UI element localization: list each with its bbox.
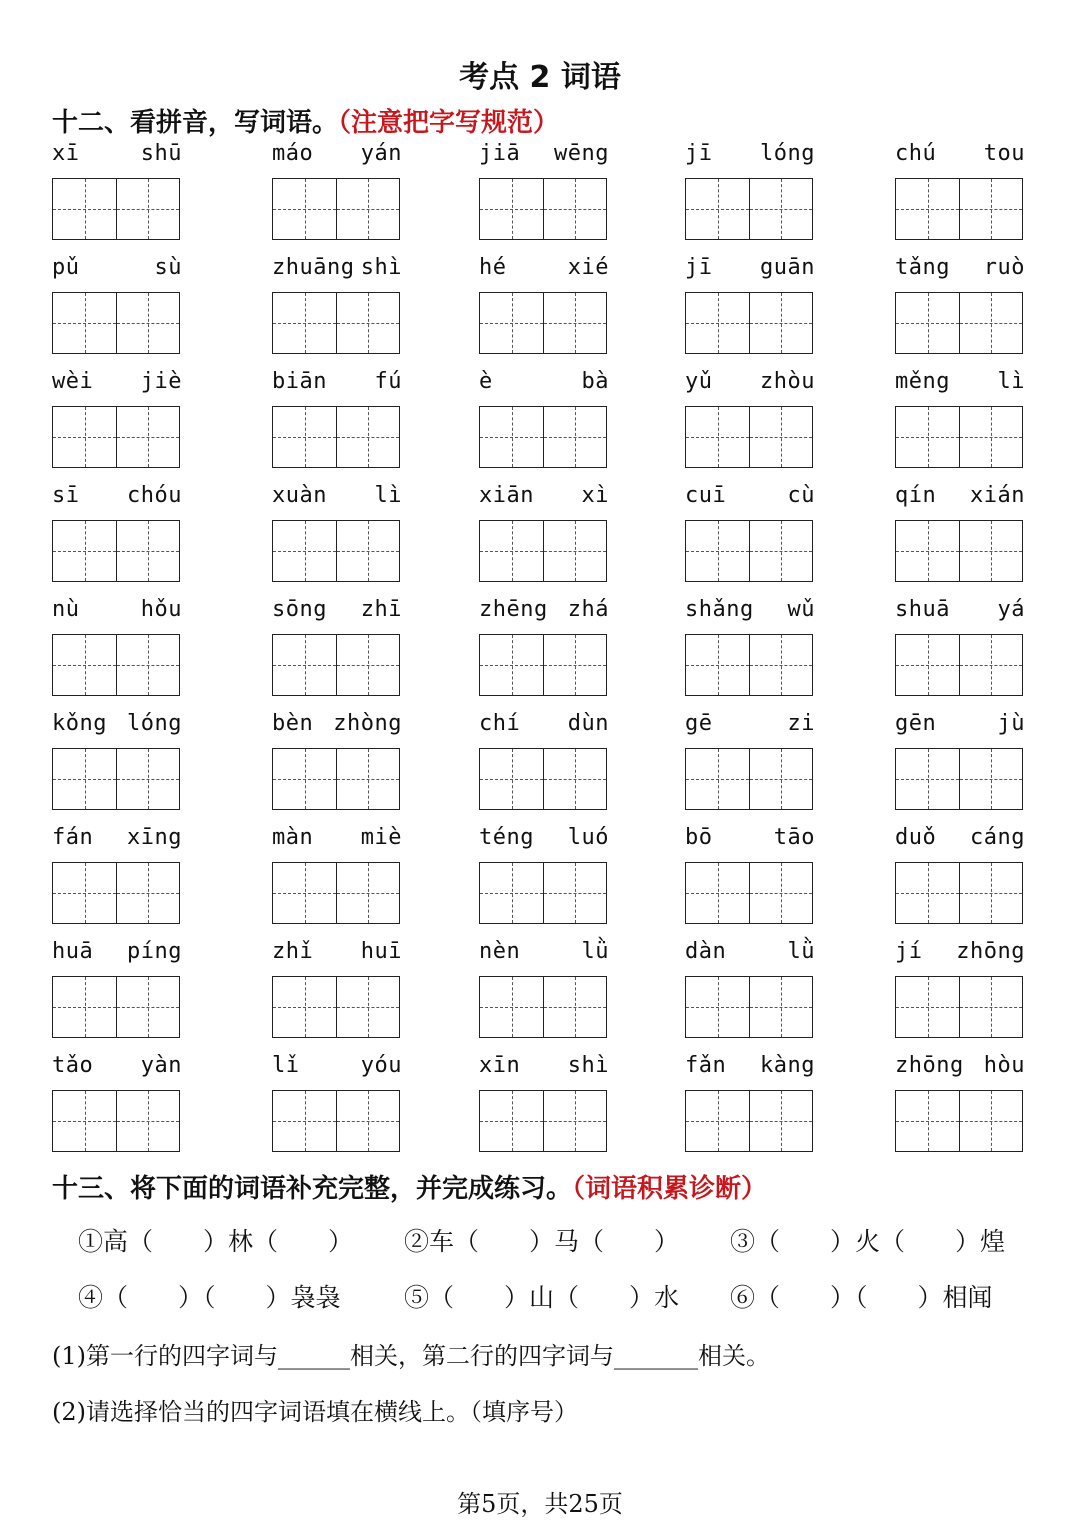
pinyin-syllable: hé <box>479 255 507 280</box>
fill-item[interactable]: ③（ ）火（ ）煌 <box>730 1227 1006 1256</box>
page-footer: 第5页，共25页 <box>457 1490 623 1518</box>
pinyin-syllable: tāo <box>773 825 815 850</box>
character-square[interactable] <box>749 635 812 695</box>
character-square[interactable] <box>896 293 959 353</box>
writing-box[interactable] <box>895 634 1023 696</box>
character-square[interactable] <box>896 521 959 581</box>
writing-box[interactable] <box>52 178 180 240</box>
writing-box[interactable] <box>685 178 813 240</box>
pinyin-syllable: jī <box>685 141 713 166</box>
character-square[interactable] <box>53 977 116 1037</box>
character-square[interactable] <box>53 635 116 695</box>
character-square[interactable] <box>116 977 179 1037</box>
character-square[interactable] <box>749 293 812 353</box>
character-square[interactable] <box>686 1091 749 1151</box>
pinyin-syllable: nèn <box>479 939 521 964</box>
character-square[interactable] <box>480 1091 543 1151</box>
character-square[interactable] <box>543 749 606 809</box>
pinyin-syllable: máo <box>272 141 314 166</box>
character-square[interactable] <box>53 521 116 581</box>
pinyin-syllable: huī <box>360 939 402 964</box>
character-square[interactable] <box>959 1091 1022 1151</box>
pinyin-syllable: lǜ <box>787 939 815 964</box>
pinyin-label <box>272 482 402 510</box>
pinyin-syllable: xīng <box>127 825 182 850</box>
writing-box[interactable] <box>479 862 607 924</box>
character-square[interactable] <box>336 635 399 695</box>
writing-box[interactable] <box>52 1090 180 1152</box>
pinyin-syllable: dùn <box>567 711 609 736</box>
pinyin-syllable: bō <box>685 825 713 850</box>
writing-box[interactable] <box>685 406 813 468</box>
pinyin-syllable: shì <box>360 255 402 280</box>
character-square[interactable] <box>959 407 1022 467</box>
writing-box[interactable] <box>685 292 813 354</box>
character-square[interactable] <box>480 863 543 923</box>
character-square[interactable] <box>273 1091 336 1151</box>
writing-box[interactable] <box>895 292 1023 354</box>
pinyin-syllable: bà <box>581 369 609 394</box>
character-square[interactable] <box>896 179 959 239</box>
question-2: (2)请选择恰当的四字词语填在横线上。（填序号） <box>52 1398 578 1426</box>
writing-box[interactable] <box>479 1090 607 1152</box>
character-square[interactable] <box>273 293 336 353</box>
pinyin-syllable: xuàn <box>272 483 327 508</box>
fill-item[interactable]: ①高（ ）林（ ） <box>78 1227 354 1256</box>
pinyin-syllable: guān <box>760 255 815 280</box>
writing-box[interactable] <box>272 862 400 924</box>
pinyin-syllable: wǔ <box>787 597 815 622</box>
pinyin-syllable: sōng <box>272 597 327 622</box>
character-square[interactable] <box>959 179 1022 239</box>
section-12-heading <box>52 102 559 139</box>
character-square[interactable] <box>543 179 606 239</box>
pinyin-syllable: zhǐ <box>272 939 314 964</box>
character-square[interactable] <box>896 407 959 467</box>
fill-item[interactable]: ②车（ ）马（ ） <box>404 1227 680 1256</box>
pinyin-label <box>272 710 402 738</box>
writing-box[interactable] <box>685 862 813 924</box>
character-square[interactable] <box>273 407 336 467</box>
writing-box[interactable] <box>895 862 1023 924</box>
pinyin-syllable: lǐ <box>272 1053 300 1078</box>
pinyin-label <box>272 938 402 966</box>
pinyin-syllable: tǎng <box>895 255 950 280</box>
character-square[interactable] <box>53 749 116 809</box>
pinyin-label <box>685 710 815 738</box>
pinyin-label <box>479 140 609 168</box>
pinyin-syllable: shū <box>140 141 182 166</box>
pinyin-syllable: téng <box>479 825 534 850</box>
writing-box[interactable] <box>685 1090 813 1152</box>
pinyin-label <box>272 140 402 168</box>
pinyin-syllable: pǔ <box>52 255 80 280</box>
writing-box[interactable] <box>272 634 400 696</box>
writing-box[interactable] <box>685 520 813 582</box>
fill-item[interactable]: ⑥（ ）（ ）相闻 <box>730 1283 993 1312</box>
character-square[interactable] <box>543 521 606 581</box>
character-square[interactable] <box>336 293 399 353</box>
writing-box[interactable] <box>895 1090 1023 1152</box>
pinyin-label <box>52 368 182 396</box>
character-square[interactable] <box>116 293 179 353</box>
pinyin-label <box>272 824 402 852</box>
page-title: 考点 2 词语 <box>459 60 621 95</box>
character-square[interactable] <box>749 749 812 809</box>
pinyin-label <box>479 254 609 282</box>
writing-box[interactable] <box>685 634 813 696</box>
character-square[interactable] <box>273 977 336 1037</box>
pinyin-syllable: xì <box>581 483 609 508</box>
pinyin-syllable: xián <box>970 483 1025 508</box>
writing-box[interactable] <box>52 976 180 1038</box>
writing-box[interactable] <box>272 406 400 468</box>
pinyin-label <box>479 938 609 966</box>
character-square[interactable] <box>116 635 179 695</box>
character-square[interactable] <box>480 977 543 1037</box>
pinyin-syllable: nù <box>52 597 80 622</box>
pinyin-syllable: yóu <box>360 1053 402 1078</box>
pinyin-syllable: chú <box>895 141 937 166</box>
pinyin-syllable: gē <box>685 711 713 736</box>
character-square[interactable] <box>896 863 959 923</box>
pinyin-syllable: shì <box>567 1053 609 1078</box>
pinyin-syllable: fán <box>52 825 94 850</box>
character-square[interactable] <box>116 521 179 581</box>
character-square[interactable] <box>53 1091 116 1151</box>
pinyin-label <box>52 710 182 738</box>
character-square[interactable] <box>116 407 179 467</box>
pinyin-label <box>52 596 182 624</box>
section-12-heading-text: 十二、看拼音，写词语。 <box>52 108 339 138</box>
character-square[interactable] <box>336 179 399 239</box>
character-square[interactable] <box>336 749 399 809</box>
character-square[interactable] <box>959 977 1022 1037</box>
pinyin-syllable: duǒ <box>895 825 937 850</box>
character-square[interactable] <box>543 407 606 467</box>
writing-box[interactable] <box>272 748 400 810</box>
pinyin-label <box>479 824 609 852</box>
pinyin-syllable: yá <box>997 597 1025 622</box>
character-square[interactable] <box>686 635 749 695</box>
pinyin-label <box>685 824 815 852</box>
writing-box[interactable] <box>479 406 607 468</box>
pinyin-syllable: cù <box>787 483 815 508</box>
character-square[interactable] <box>116 863 179 923</box>
character-square[interactable] <box>480 521 543 581</box>
character-square[interactable] <box>959 635 1022 695</box>
pinyin-syllable: fú <box>374 369 402 394</box>
pinyin-label <box>685 596 815 624</box>
character-square[interactable] <box>480 293 543 353</box>
pinyin-syllable: qín <box>895 483 937 508</box>
character-square[interactable] <box>686 179 749 239</box>
character-square[interactable] <box>896 749 959 809</box>
pinyin-label <box>685 140 815 168</box>
pinyin-syllable: shuā <box>895 597 950 622</box>
character-square[interactable] <box>336 407 399 467</box>
pinyin-label <box>479 596 609 624</box>
pinyin-label <box>895 1052 1025 1080</box>
pinyin-label <box>685 482 815 510</box>
pinyin-syllable: tou <box>983 141 1025 166</box>
writing-box[interactable] <box>479 976 607 1038</box>
pinyin-syllable: kàng <box>760 1053 815 1078</box>
section-13-heading-text: 十三、将下面的词语补充完整，并完成练习。 <box>52 1174 573 1204</box>
pinyin-label <box>895 938 1025 966</box>
pinyin-syllable: xīn <box>479 1053 521 1078</box>
pinyin-syllable: měng <box>895 369 950 394</box>
writing-box[interactable] <box>52 520 180 582</box>
pinyin-syllable: lì <box>997 369 1025 394</box>
character-square[interactable] <box>959 293 1022 353</box>
pinyin-syllable: zhá <box>567 597 609 622</box>
question-1: (1)第一行的四字词与______相关，第二行的四字词与_______相关。 <box>52 1342 770 1370</box>
pinyin-label <box>52 938 182 966</box>
character-square[interactable] <box>53 407 116 467</box>
writing-box[interactable] <box>52 634 180 696</box>
pinyin-label <box>52 824 182 852</box>
character-square[interactable] <box>686 863 749 923</box>
pinyin-syllable: lóng <box>127 711 182 736</box>
pinyin-syllable: wèi <box>52 369 94 394</box>
writing-box[interactable] <box>272 976 400 1038</box>
character-square[interactable] <box>336 521 399 581</box>
pinyin-syllable: chí <box>479 711 521 736</box>
character-square[interactable] <box>543 293 606 353</box>
character-square[interactable] <box>686 977 749 1037</box>
writing-box[interactable] <box>272 292 400 354</box>
character-square[interactable] <box>686 293 749 353</box>
pinyin-syllable: gēn <box>895 711 937 736</box>
writing-box[interactable] <box>895 520 1023 582</box>
writing-box[interactable] <box>895 406 1023 468</box>
pinyin-label <box>895 254 1025 282</box>
character-square[interactable] <box>896 1091 959 1151</box>
pinyin-label <box>895 368 1025 396</box>
writing-box[interactable] <box>272 520 400 582</box>
pinyin-syllable: jī <box>685 255 713 280</box>
pinyin-syllable: yán <box>360 141 402 166</box>
writing-box[interactable] <box>479 292 607 354</box>
writing-box[interactable] <box>479 178 607 240</box>
pinyin-label <box>479 710 609 738</box>
writing-box[interactable] <box>479 520 607 582</box>
character-square[interactable] <box>543 977 606 1037</box>
character-square[interactable] <box>896 635 959 695</box>
pinyin-label <box>272 596 402 624</box>
pinyin-label <box>685 938 815 966</box>
pinyin-label <box>52 1052 182 1080</box>
pinyin-syllable: zhī <box>360 597 402 622</box>
pinyin-syllable: xī <box>52 141 80 166</box>
pinyin-label <box>685 1052 815 1080</box>
writing-box[interactable] <box>52 292 180 354</box>
writing-box[interactable] <box>52 862 180 924</box>
character-square[interactable] <box>53 179 116 239</box>
pinyin-syllable: luó <box>567 825 609 850</box>
character-square[interactable] <box>273 863 336 923</box>
pinyin-syllable: xié <box>567 255 609 280</box>
writing-box[interactable] <box>52 748 180 810</box>
pinyin-label <box>52 254 182 282</box>
character-square[interactable] <box>749 407 812 467</box>
pinyin-label <box>52 482 182 510</box>
character-square[interactable] <box>480 407 543 467</box>
character-square[interactable] <box>686 521 749 581</box>
pinyin-syllable: píng <box>127 939 182 964</box>
character-square[interactable] <box>480 749 543 809</box>
pinyin-syllable: sù <box>154 255 182 280</box>
writing-box[interactable] <box>272 1090 400 1152</box>
character-square[interactable] <box>53 863 116 923</box>
character-square[interactable] <box>116 179 179 239</box>
section-12-note: （注意把字写规范） <box>338 108 560 138</box>
pinyin-syllable: lóng <box>760 141 815 166</box>
character-square[interactable] <box>336 977 399 1037</box>
pinyin-label <box>685 368 815 396</box>
character-square[interactable] <box>336 1091 399 1151</box>
character-square[interactable] <box>273 749 336 809</box>
pinyin-label <box>479 482 609 510</box>
character-square[interactable] <box>749 179 812 239</box>
character-square[interactable] <box>273 635 336 695</box>
pinyin-syllable: miè <box>360 825 402 850</box>
pinyin-syllable: chóu <box>127 483 182 508</box>
pinyin-syllable: zhōng <box>895 1053 964 1078</box>
pinyin-syllable: hòu <box>983 1053 1025 1078</box>
pinyin-label <box>895 482 1025 510</box>
pinyin-syllable: jí <box>895 939 923 964</box>
pinyin-label <box>479 1052 609 1080</box>
character-square[interactable] <box>959 749 1022 809</box>
pinyin-syllable: zhòu <box>760 369 815 394</box>
pinyin-syllable: sī <box>52 483 80 508</box>
pinyin-syllable: biān <box>272 369 327 394</box>
pinyin-label <box>895 596 1025 624</box>
character-square[interactable] <box>480 635 543 695</box>
writing-box[interactable] <box>895 976 1023 1038</box>
character-square[interactable] <box>543 1091 606 1151</box>
fill-item[interactable]: ⑤（ ）山（ ）水 <box>404 1283 680 1312</box>
pinyin-syllable: yàn <box>140 1053 182 1078</box>
character-square[interactable] <box>686 407 749 467</box>
pinyin-syllable: hǒu <box>140 597 182 622</box>
character-square[interactable] <box>116 749 179 809</box>
character-square[interactable] <box>749 977 812 1037</box>
pinyin-syllable: huā <box>52 939 94 964</box>
character-square[interactable] <box>749 863 812 923</box>
character-square[interactable] <box>959 521 1022 581</box>
section-13-heading <box>52 1168 767 1205</box>
character-square[interactable] <box>273 179 336 239</box>
character-square[interactable] <box>273 521 336 581</box>
writing-box[interactable] <box>895 748 1023 810</box>
fill-item[interactable]: ④（ ）（ ）袅袅 <box>78 1283 341 1312</box>
pinyin-syllable: jiè <box>140 369 182 394</box>
character-square[interactable] <box>116 1091 179 1151</box>
pinyin-syllable: lì <box>374 483 402 508</box>
pinyin-label <box>52 140 182 168</box>
pinyin-label <box>272 1052 402 1080</box>
pinyin-syllable: zi <box>787 711 815 736</box>
pinyin-syllable: yǔ <box>685 369 713 394</box>
character-square[interactable] <box>686 749 749 809</box>
pinyin-syllable: lǜ <box>581 939 609 964</box>
pinyin-syllable: zhōng <box>956 939 1025 964</box>
writing-box[interactable] <box>52 406 180 468</box>
pinyin-syllable: zhuāng <box>272 255 355 280</box>
character-square[interactable] <box>959 863 1022 923</box>
writing-box[interactable] <box>685 748 813 810</box>
pinyin-label <box>685 254 815 282</box>
pinyin-syllable: cáng <box>970 825 1025 850</box>
character-square[interactable] <box>480 179 543 239</box>
pinyin-syllable: shǎng <box>685 597 754 622</box>
pinyin-label <box>479 368 609 396</box>
pinyin-syllable: dàn <box>685 939 727 964</box>
writing-box[interactable] <box>479 634 607 696</box>
pinyin-label <box>895 710 1025 738</box>
pinyin-label <box>895 824 1025 852</box>
pinyin-syllable: ruò <box>983 255 1025 280</box>
writing-box[interactable] <box>895 178 1023 240</box>
pinyin-syllable: bèn <box>272 711 314 736</box>
pinyin-syllable: è <box>479 369 493 394</box>
character-square[interactable] <box>336 863 399 923</box>
character-square[interactable] <box>749 1091 812 1151</box>
pinyin-syllable: cuī <box>685 483 727 508</box>
character-square[interactable] <box>53 293 116 353</box>
character-square[interactable] <box>543 635 606 695</box>
writing-box[interactable] <box>479 748 607 810</box>
pinyin-syllable: xiān <box>479 483 534 508</box>
pinyin-syllable: jù <box>997 711 1025 736</box>
pinyin-syllable: jiā <box>479 141 521 166</box>
pinyin-label <box>272 368 402 396</box>
pinyin-syllable: wēng <box>554 141 609 166</box>
character-square[interactable] <box>896 977 959 1037</box>
character-square[interactable] <box>749 521 812 581</box>
pinyin-syllable: zhēng <box>479 597 548 622</box>
pinyin-label <box>895 140 1025 168</box>
pinyin-syllable: fǎn <box>685 1053 727 1078</box>
pinyin-syllable: tǎo <box>52 1053 94 1078</box>
pinyin-syllable: zhòng <box>333 711 402 736</box>
writing-box[interactable] <box>685 976 813 1038</box>
character-square[interactable] <box>543 863 606 923</box>
pinyin-syllable: kǒng <box>52 711 107 736</box>
pinyin-label <box>272 254 402 282</box>
writing-box[interactable] <box>272 178 400 240</box>
section-13-note: （词语积累诊断） <box>572 1174 768 1204</box>
pinyin-syllable: màn <box>272 825 314 850</box>
